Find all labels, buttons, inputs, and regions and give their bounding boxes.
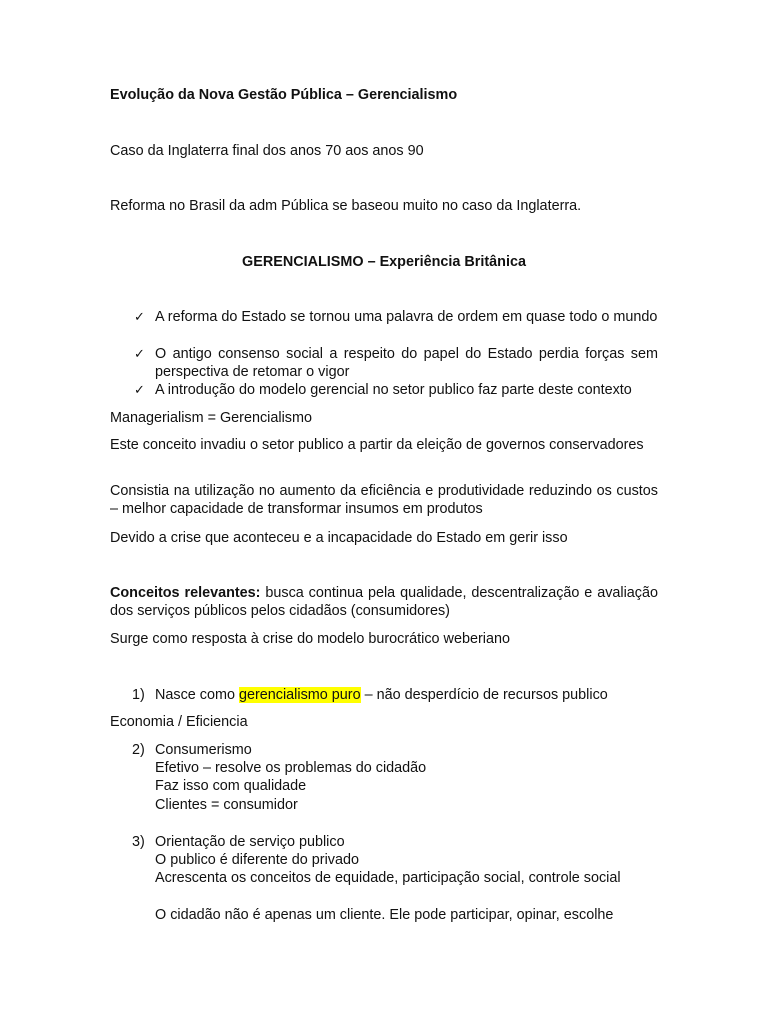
paragraph-managerialism: Managerialism = Gerencialismo (110, 410, 312, 426)
list-number-1: 1) (132, 687, 145, 703)
paragraph-england-case: Caso da Inglaterra final dos anos 70 aos anos 90 (110, 143, 424, 159)
item1-pre: Nasce como (155, 687, 239, 703)
document-title: Evolução da Nova Gestão Pública – Gerencialismo (110, 87, 458, 103)
list-number-3: 3) (132, 834, 145, 850)
list-number-2: 2) (132, 742, 145, 758)
item1-post: – não desperdício de recursos publico (360, 687, 608, 703)
list-item-1 (155, 686, 608, 704)
list-item-2-line: Clientes = consumidor (155, 797, 298, 813)
paragraph-efficiency: Consistia na utilização no aumento da eficiência e produtividade reduzindo os custos – melhor capacidade de transformar insumos em produtos (110, 483, 658, 517)
check-icon: ✓ (134, 382, 145, 397)
list-item-3-line: Acrescenta os conceitos de equidade, participação social, controle social (155, 870, 621, 886)
checklist-item-3: A introdução do modelo gerencial no setor publico faz parte deste contexto (155, 382, 632, 398)
list-item-3-line: O publico é diferente do privado (155, 852, 359, 868)
paragraph-crisis: Devido a crise que aconteceu e a incapacidade do Estado em gerir isso (110, 530, 568, 546)
paragraph-concepts (110, 584, 658, 620)
check-icon: ✓ (134, 346, 145, 361)
list-item-2-line: Consumerismo (155, 742, 252, 758)
checklist-item-2: O antigo consenso social a respeito do papel do Estado perdia forças sem perspectiva de retomar o vigor (155, 346, 658, 380)
paragraph-response: Surge como resposta à crise do modelo burocrático weberiano (110, 631, 510, 647)
paragraph-brazil-reform: Reforma no Brasil da adm Pública se baseou muito no caso da Inglaterra. (110, 198, 582, 214)
list-item-3-extra: O cidadão não é apenas um cliente. Ele pode participar, opinar, escolhe (155, 907, 614, 923)
checklist-item-1: A reforma do Estado se tornou uma palavra de ordem em quase todo o mundo (155, 309, 658, 325)
paragraph-economy: Economia / Eficiencia (110, 714, 248, 730)
check-icon: ✓ (134, 309, 145, 324)
list-item-3-line: Orientação de serviço publico (155, 834, 345, 850)
concepts-label: Conceitos relevantes: (110, 585, 261, 601)
section-subtitle: GERENCIALISMO – Experiência Britânica (242, 254, 526, 270)
concepts-text: busca continua pela qualidade, descentralização e avaliação dos serviços públicos pelos cidadãos (consumidores) (110, 585, 659, 619)
highlighted-text: gerencialismo puro (238, 687, 361, 703)
list-item-2-line: Efetivo – resolve os problemas do cidadão (155, 760, 427, 776)
paragraph-concept-invaded: Este conceito invadiu o setor publico a partir da eleição de governos conservadores (110, 437, 644, 453)
list-item-2-line: Faz isso com qualidade (155, 778, 307, 794)
